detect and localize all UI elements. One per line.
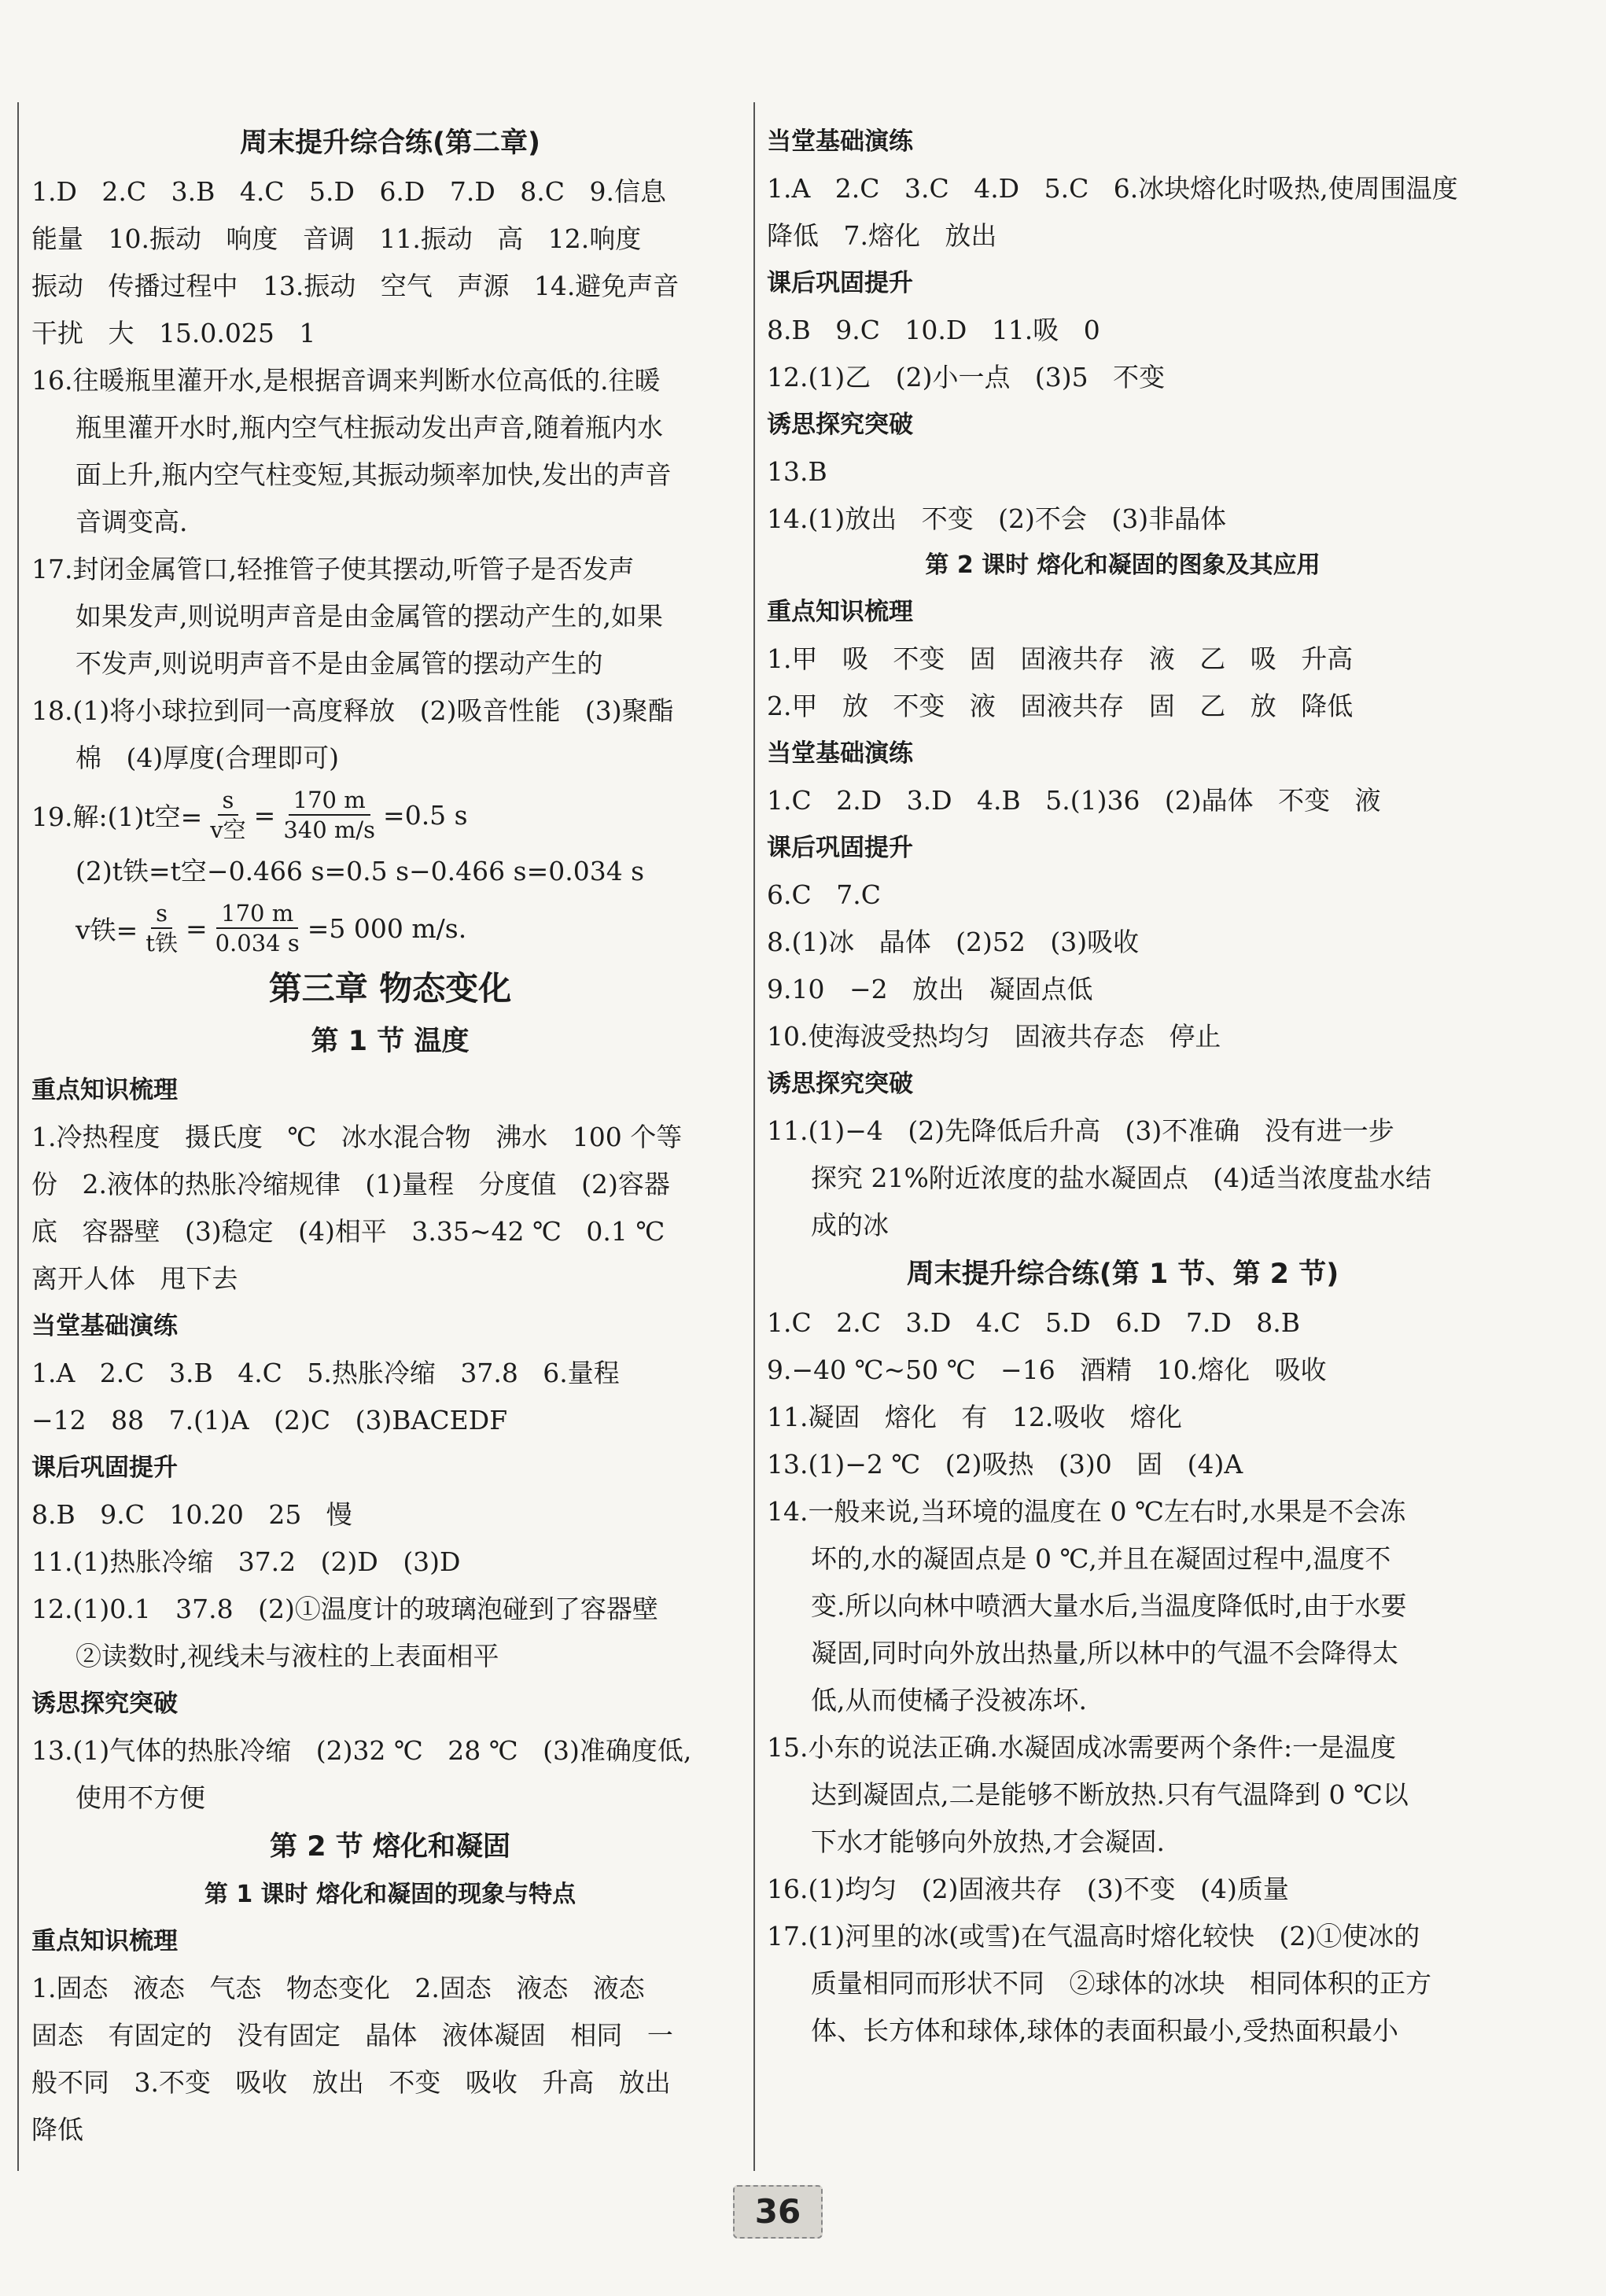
answer-line: 8.B 9.C 10.D 11.吸 0	[767, 315, 1100, 345]
answer-line: 达到凝固点,二是能够不断放热.只有气温降到 0 ℃以	[811, 1779, 1409, 1810]
section-heading: 重点知识梳理	[31, 1076, 178, 1104]
answer-line: 11.(1)−4 (2)先降低后升高 (3)不准确 没有进一步	[767, 1115, 1394, 1146]
answer-line: 17.封闭金属管口,轻推管子使其摆动,听管子是否发声	[31, 554, 635, 584]
answer-line: 般不同 3.不变 吸收 放出 不变 吸收 升高 放出	[31, 2067, 671, 2098]
section2-title: 第 2 节 熔化和凝固	[270, 1831, 510, 1863]
section-heading: 课后巩固提升	[767, 834, 913, 862]
answer-line: 变.所以向林中喷洒大量水后,当温度降低时,由于水要	[811, 1590, 1407, 1621]
fraction-denominator: 340 m/s	[283, 816, 376, 843]
fraction	[205, 786, 250, 844]
answer-line: 底 容器壁 (3)稳定 (4)相平 3.35~42 ℃ 0.1 ℃	[31, 1216, 665, 1247]
answer-line: 2.甲 放 不变 液 固液共存 固 乙 放 降低	[767, 691, 1354, 721]
right-column	[767, 118, 1479, 2055]
answer-line: 如果发声,则说明声音是由金属管的摆动产生的,如果	[76, 601, 663, 632]
section-heading: 诱思探究突破	[31, 1690, 178, 1718]
answer-line: 使用不方便	[76, 1782, 205, 1813]
fraction	[211, 899, 304, 957]
chapter2-review-title: 周末提升综合练(第二章)	[240, 127, 540, 159]
answer-line: 15.小东的说法正确.水凝固成冰需要两个条件:一是温度	[767, 1732, 1397, 1763]
answer-line: 体、长方体和球体,球体的表面积最小,受热面积最小	[811, 2015, 1398, 2046]
column-divider	[753, 102, 755, 2171]
formula-text: =0.5 s	[383, 799, 468, 831]
answer-line: 6.C 7.C	[767, 879, 881, 910]
section-heading: 当堂基础演练	[767, 127, 913, 156]
section1-title: 第 1 节 温度	[311, 1026, 470, 1057]
answer-line: 干扰 大 15.0.025 1	[31, 318, 316, 348]
answer-line: 11.凝固 熔化 有 12.吸收 熔化	[767, 1402, 1182, 1432]
fraction	[141, 899, 182, 957]
answer-line: 1.冷热程度 摄氏度 ℃ 冰水混合物 沸水 100 个等	[31, 1122, 683, 1152]
answer-line: 能量 10.振动 响度 音调 11.振动 高 12.响度	[31, 223, 642, 254]
answer-line: 不发声,则说明声音不是由金属管的摆动产生的	[76, 648, 603, 679]
answer-line: 13.(1)−2 ℃ (2)吸热 (3)0 固 (4)A	[767, 1449, 1243, 1480]
formula-text: v铁=	[76, 914, 138, 945]
formula-text: =5 000 m/s.	[307, 912, 467, 944]
answer-line: 9.−40 ℃~50 ℃ −16 酒精 10.熔化 吸收	[767, 1354, 1327, 1385]
answer-line: 固态 有固定的 没有固定 晶体 液体凝固 相同 一	[31, 2020, 673, 2051]
answer-line: 振动 传播过程中 13.振动 空气 声源 14.避免声音	[31, 271, 680, 301]
lesson1-title: 第 1 课时 熔化和凝固的现象与特点	[204, 1881, 576, 1908]
fraction-numerator: s	[151, 899, 172, 929]
answer-line: 瓶里灌开水时,瓶内空气柱振动发出声音,随着瓶内水	[76, 412, 663, 443]
answer-line: 10.使海波受热均匀 固液共存态 停止	[767, 1021, 1221, 1052]
answer-line: 9.10 −2 放出 凝固点低	[767, 974, 1093, 1004]
answer-line: 13.B	[767, 456, 827, 487]
formula-text: =	[185, 912, 208, 944]
section-heading: 重点知识梳理	[31, 1927, 178, 1955]
chapter3-title: 第三章 物态变化	[268, 969, 512, 1008]
answer-line: 成的冰	[811, 1210, 889, 1240]
answer-line: 11.(1)热胀冷缩 37.2 (2)D (3)D	[31, 1546, 461, 1577]
left-column	[31, 118, 749, 2154]
q19-formula-1	[31, 782, 749, 848]
fraction-numerator: 170 m	[216, 899, 298, 929]
section-heading: 课后巩固提升	[767, 269, 913, 297]
answer-line: 下水才能够向外放热,才会凝固.	[811, 1826, 1165, 1857]
answer-line: 1.固态 液态 气态 物态变化 2.固态 液态 液态	[31, 1973, 645, 2003]
answer-line: −12 88 7.(1)A (2)C (3)BACEDF	[31, 1405, 508, 1435]
left-margin-rule	[17, 102, 19, 2171]
answer-line: 8.B 9.C 10.20 25 慢	[31, 1499, 352, 1530]
answer-line: 16.(1)均匀 (2)固液共存 (3)不变 (4)质量	[767, 1874, 1289, 1904]
answer-line: 探究 21%附近浓度的盐水凝固点 (4)适当浓度盐水结	[811, 1163, 1432, 1193]
fraction-numerator: s	[218, 786, 239, 816]
fraction	[278, 786, 380, 844]
answer-line: 1.甲 吸 不变 固 固液共存 液 乙 吸 升高	[767, 643, 1354, 674]
answer-line: 8.(1)冰 晶体 (2)52 (3)吸收	[767, 927, 1140, 957]
answer-line: 降低 7.熔化 放出	[767, 220, 997, 251]
answer-line: 1.C 2.D 3.D 4.B 5.(1)36 (2)晶体 不变 液	[767, 785, 1381, 816]
answer-line: 12.(1)0.1 37.8 (2)①温度计的玻璃泡碰到了容器壁	[31, 1594, 658, 1624]
fraction-numerator: 170 m	[289, 786, 370, 816]
answer-line: 离开人体 甩下去	[31, 1263, 238, 1294]
answer-line: 14.一般来说,当环境的温度在 0 ℃左右时,水果是不会冻	[767, 1496, 1406, 1527]
formula-text: =	[253, 799, 276, 831]
fraction-denominator: v空	[210, 816, 246, 843]
formula-text: 19.解:(1)t空=	[31, 801, 203, 832]
answer-line: 1.A 2.C 3.C 4.D 5.C 6.冰块熔化时吸热,使周围温度	[767, 173, 1458, 204]
answer-line: 降低	[31, 2114, 83, 2145]
fraction-denominator: t铁	[145, 930, 178, 956]
weekend-review-title: 周末提升综合练(第 1 节、第 2 节)	[906, 1259, 1339, 1290]
answer-line: 14.(1)放出 不变 (2)不会 (3)非晶体	[767, 503, 1227, 534]
page-number: 36	[733, 2185, 823, 2239]
answer-line: 低,从而使橘子没被冻坏.	[811, 1685, 1087, 1716]
q19-formula-3	[31, 895, 749, 961]
lesson2-title: 第 2 课时 熔化和凝固的图象及其应用	[925, 551, 1321, 579]
section-heading: 重点知识梳理	[767, 598, 913, 626]
answer-line: 12.(1)乙 (2)小一点 (3)5 不变	[767, 362, 1166, 392]
q19-formula-2: (2)t铁=t空−0.466 s=0.5 s−0.466 s=0.034 s	[76, 856, 645, 886]
answer-line: 凝固,同时向外放出热量,所以林中的气温不会降得太	[811, 1638, 1398, 1668]
answer-line: 份 2.液体的热胀冷缩规律 (1)量程 分度值 (2)容器	[31, 1169, 670, 1200]
answer-line: 音调变高.	[76, 507, 188, 537]
answer-line: 质量相同而形状不同 ②球体的冰块 相同体积的正方	[811, 1968, 1431, 1999]
answer-line: 1.C 2.C 3.D 4.C 5.D 6.D 7.D 8.B	[767, 1307, 1300, 1338]
answer-line: 1.A 2.C 3.B 4.C 5.热胀冷缩 37.8 6.量程	[31, 1358, 620, 1388]
fraction-denominator: 0.034 s	[215, 930, 300, 956]
answer-line: 16.往暖瓶里灌开水,是根据音调来判断水位高低的.往暖	[31, 365, 661, 396]
section-heading: 当堂基础演练	[31, 1312, 178, 1340]
answer-line: 17.(1)河里的冰(或雪)在气温高时熔化较快 (2)①使冰的	[767, 1921, 1420, 1951]
section-heading: 课后巩固提升	[31, 1454, 178, 1482]
answer-line: 面上升,瓶内空气柱变短,其振动频率加快,发出的声音	[76, 459, 672, 490]
answer-line: 棉 (4)厚度(合理即可)	[76, 743, 339, 773]
answer-line: 坏的,水的凝固点是 0 ℃,并且在凝固过程中,温度不	[811, 1543, 1391, 1574]
answer-line: 1.D 2.C 3.B 4.C 5.D 6.D 7.D 8.C 9.信息	[31, 176, 666, 207]
section-heading: 当堂基础演练	[767, 739, 913, 768]
section-heading: 诱思探究突破	[767, 1070, 913, 1098]
answer-line: 18.(1)将小球拉到同一高度释放 (2)吸音性能 (3)聚酯	[31, 695, 674, 726]
section-heading: 诱思探究突破	[767, 411, 913, 439]
answer-line: ②读数时,视线未与液柱的上表面相平	[76, 1641, 499, 1671]
answer-line: 13.(1)气体的热胀冷缩 (2)32 ℃ 28 ℃ (3)准确度低,	[31, 1735, 692, 1766]
